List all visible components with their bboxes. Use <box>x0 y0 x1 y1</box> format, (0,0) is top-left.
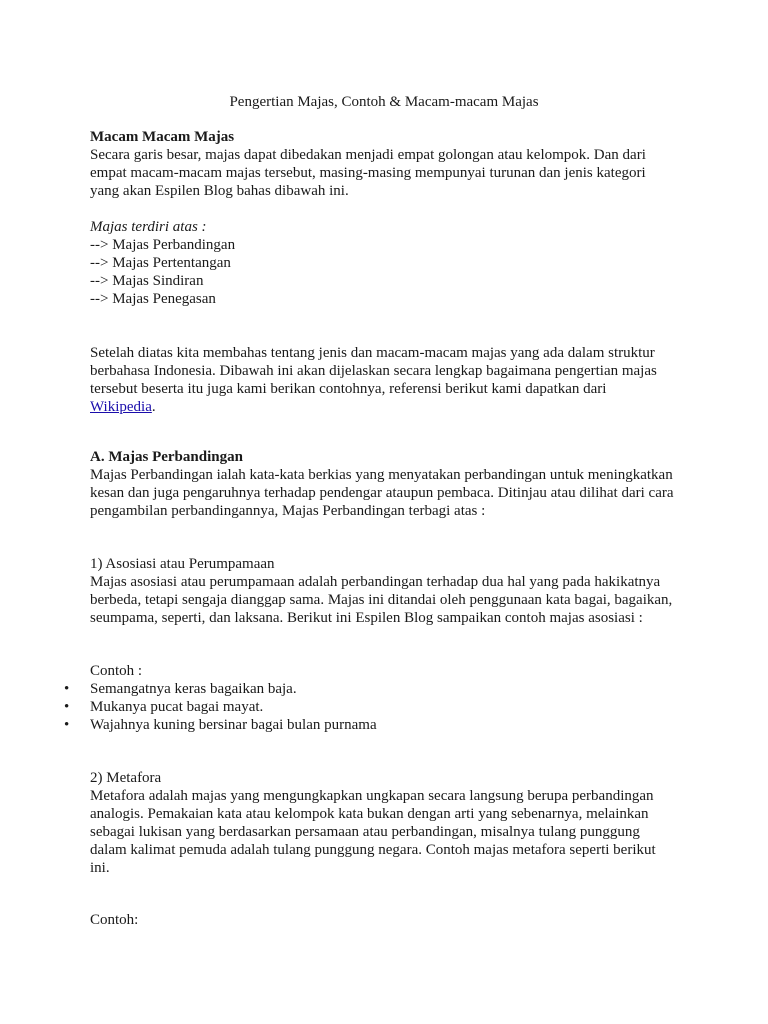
link-trailing-period: . <box>151 399 156 415</box>
paragraph-line: Secara garis besar, majas dapat dibedakan menjadi empat golongan atau kelompok. Dan dari <box>90 147 646 163</box>
paragraph-line: seumpama, seperti, dan laksana. Berikut ini Espilen Blog sampaikan contoh majas asosiasi : <box>90 610 643 626</box>
list-item: --> Majas Penegasan <box>90 291 216 307</box>
paragraph-line: Majas asosiasi atau perumpamaan adalah perbandingan terhadap dua hal yang pada hakikatnya <box>90 574 661 590</box>
bullet-icon: • <box>64 681 70 697</box>
heading-majas-perbandingan: A. Majas Perbandingan <box>90 449 243 465</box>
example-item: Semangatnya keras bagaikan baja. <box>90 681 297 697</box>
paragraph-line: yang akan Espilen Blog bahas dibawah ini. <box>90 183 349 199</box>
paragraph-line: pengambilan perbandingannya, Majas Perbandingan terbagi atas : <box>90 503 486 519</box>
paragraph-line: ini. <box>90 860 110 876</box>
heading-metafora: 2) Metafora <box>90 770 162 786</box>
list-item: --> Majas Perbandingan <box>90 237 236 253</box>
paragraph-line: empat macam-macam majas tersebut, masing-masing mempunyai turunan dan jenis kategori <box>90 165 646 181</box>
bullet-icon: • <box>64 717 70 733</box>
heading-macam-majas: Macam Macam Majas <box>90 129 235 145</box>
heading-asosiasi: 1) Asosiasi atau Perumpamaan <box>90 556 275 572</box>
paragraph-line: kesan dan juga pengaruhnya terhadap pendengar ataupun pembaca. Ditinjau atau dilihat dari cara <box>90 485 674 501</box>
paragraph-line: Setelah diatas kita membahas tentang jenis dan macam-macam majas yang ada dalam struktur <box>90 345 655 361</box>
paragraph-line-with-link <box>90 398 156 416</box>
wikipedia-link[interactable]: Wikipedia <box>90 399 152 415</box>
bullet-icon: • <box>64 699 70 715</box>
contoh-label: Contoh: <box>90 912 139 928</box>
paragraph-line: analogis. Pemakaian kata atau kelompok kata bukan dengan arti yang sebenarnya, melainkan <box>90 806 649 822</box>
paragraph-line: tersebut beserta itu juga kami berikan contohnya, referensi berikut kami dapatkan dari <box>90 381 607 397</box>
paragraph-line: dalam kalimat pemuda adalah tulang punggung negara. Contoh majas metafora seperti berikut <box>90 842 656 858</box>
contoh-label: Contoh : <box>90 663 143 679</box>
paragraph-line: Metafora adalah majas yang mengungkapkan ungkapan secara langsung berupa perbandingan <box>90 788 654 804</box>
paragraph-line: sebagai lukisan yang berdasarkan persamaan atau perbandingan, misalnya tulang punggung <box>90 824 640 840</box>
example-item: Wajahnya kuning bersinar bagai bulan purnama <box>90 717 377 733</box>
list-intro: Majas terdiri atas : <box>90 219 207 235</box>
paragraph-line: Majas Perbandingan ialah kata-kata berkias yang menyatakan perbandingan untuk meningkatkan <box>90 467 673 483</box>
paragraph-line: berbahasa Indonesia. Dibawah ini akan dijelaskan secara lengkap bagaimana pengertian majas <box>90 363 657 379</box>
list-item: --> Majas Sindiran <box>90 273 204 289</box>
example-item: Mukanya pucat bagai mayat. <box>90 699 264 715</box>
paragraph-line: berbeda, tetapi sengaja dianggap sama. Majas ini ditandai oleh penggunaan kata bagai, bagaikan, <box>90 592 673 608</box>
list-item: --> Majas Pertentangan <box>90 255 231 271</box>
document-title: Pengertian Majas, Contoh & Macam-macam Majas <box>229 94 539 110</box>
